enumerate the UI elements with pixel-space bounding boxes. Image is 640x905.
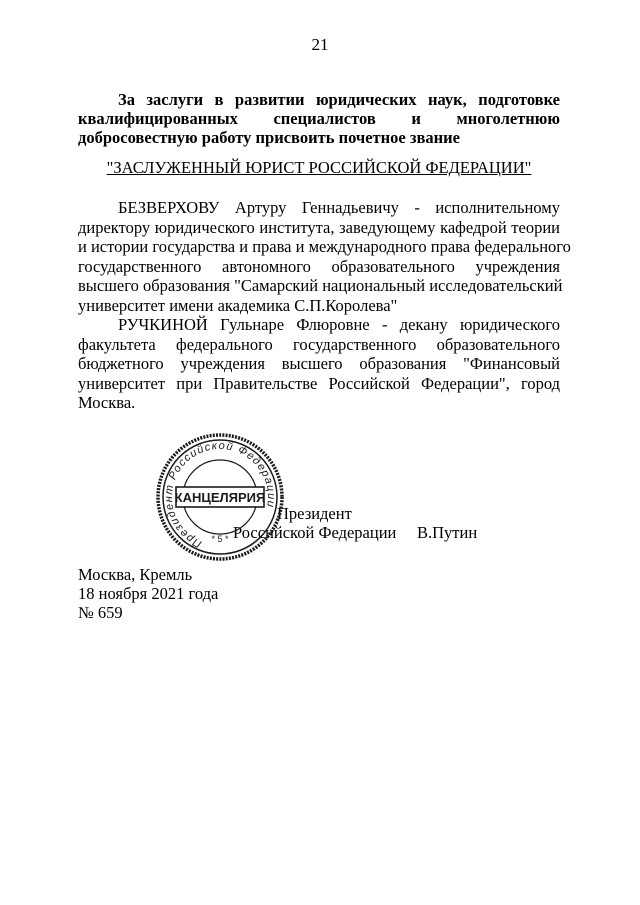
stamp-number: * 5 * [211, 534, 229, 544]
stamp-ring-text: Президент Российской Федерации [162, 439, 278, 550]
paragraph-line: БЕЗВЕРХОВУ Артуру Геннадьевичу - исполнительному [118, 198, 560, 217]
stamp-center-text: КАНЦЕЛЯРИЯ [174, 490, 266, 505]
paragraph-line: университет имени академика С.П.Королева" [78, 295, 398, 315]
awardee-paragraph-2 [78, 315, 560, 413]
paragraph-line: бюджетного учреждения высшего образования "Финансовый [78, 354, 560, 373]
official-stamp [155, 432, 285, 562]
paragraph-line: Москва. [78, 393, 136, 412]
paragraph-line: и истории государства и права и международного права федерального [78, 237, 571, 256]
decree-intro [78, 90, 560, 147]
intro-line: квалифицированных специалистов и многолетнюю [78, 109, 560, 128]
issue-place: Москва, Кремль [78, 565, 193, 584]
signature-block [0, 500, 640, 560]
signatory-title: Президент [277, 504, 352, 523]
intro-line: За заслуги в развитии юридических наук, подготовке [118, 90, 560, 109]
paragraph-line: университет при Правительстве Российской Федерации", город [78, 373, 560, 393]
decree-number: № 659 [78, 603, 123, 622]
honorary-title: "ЗАСЛУЖЕННЫЙ ЮРИСТ РОССИЙСКОЙ ФЕДЕРАЦИИ" [106, 158, 532, 177]
paragraph-line: высшего образования "Самарский национальный исследовательский [78, 276, 563, 295]
paragraph-line: директору юридического института, заведующему кафедрой теории [78, 217, 560, 237]
signatory-title: Российской Федерации [233, 523, 397, 542]
page-number: 21 [311, 35, 329, 54]
paragraph-line: РУЧКИНОЙ Гульнаре Флюровне - декану юридического [118, 315, 560, 334]
paragraph-line: государственного автономного образовательного учреждения [78, 256, 560, 276]
intro-line: добросовестную работу присвоить почетное звание [78, 128, 460, 147]
paragraph-line: факультета федерального государственного образовательного [78, 334, 560, 354]
awardee-paragraph-1 [78, 198, 571, 315]
decree-footer [78, 565, 218, 622]
signatory-name: В.Путин [417, 523, 478, 542]
issue-date: 18 ноября 2021 года [78, 584, 219, 603]
